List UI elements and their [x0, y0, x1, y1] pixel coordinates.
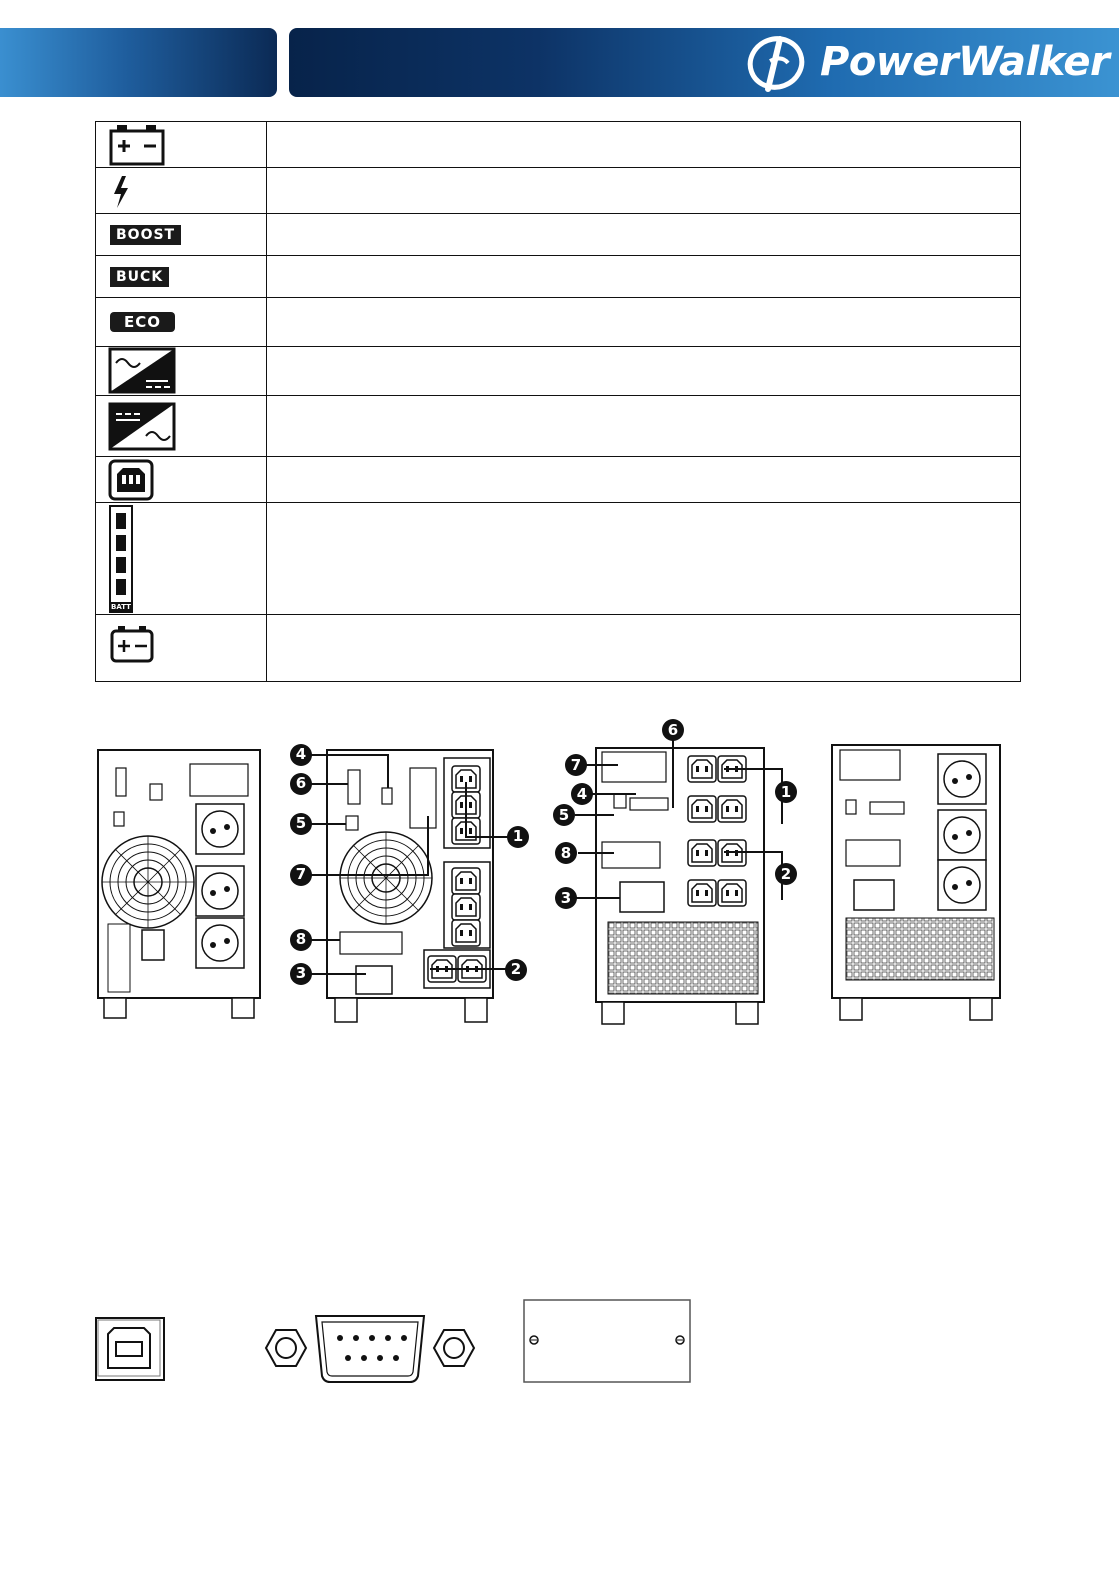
db9-serial-port-icon	[262, 1310, 478, 1386]
usb-port-icon	[94, 1316, 168, 1384]
table-row	[96, 396, 1021, 457]
callout-7: 7	[295, 865, 307, 883]
symbol-description	[267, 347, 1021, 396]
symbol-cell	[96, 457, 267, 503]
callout-2: 2	[510, 960, 522, 978]
slot-cover-icon	[522, 1298, 694, 1386]
callout-1: 1	[512, 827, 524, 845]
rear-panel-3	[553, 719, 797, 1024]
lightning-icon	[108, 172, 138, 212]
symbol-description	[267, 396, 1021, 457]
symbol-description	[267, 298, 1021, 347]
symbol-description	[267, 503, 1021, 615]
callout-5: 5	[295, 814, 307, 832]
table-row	[96, 168, 1021, 214]
callout-3: 3	[295, 964, 307, 982]
power-socket-icon	[108, 458, 158, 502]
symbol-cell	[96, 122, 267, 168]
symbol-description	[267, 256, 1021, 298]
callout-7b: 7	[570, 756, 582, 774]
powerwalker-logo-icon	[746, 33, 806, 93]
boost-label: BOOST	[110, 225, 181, 245]
symbol-cell	[96, 168, 267, 214]
callout-2b: 2	[780, 865, 792, 883]
battery-icon	[110, 623, 160, 673]
table-row	[96, 347, 1021, 396]
symbol-cell	[96, 503, 267, 615]
symbol-cell	[96, 396, 267, 457]
rear-panel-4	[832, 745, 1000, 1020]
rear-panel-2	[290, 744, 529, 1022]
eco-label: ECO	[110, 312, 175, 332]
rear-panels-illustration	[90, 712, 1010, 1032]
dc-to-ac-icon	[108, 402, 178, 452]
callout-1b: 1	[780, 783, 792, 801]
symbol-description	[267, 168, 1021, 214]
callout-8b: 8	[560, 844, 572, 862]
rear-panel-1	[98, 750, 260, 1018]
symbol-cell	[96, 347, 267, 396]
table-row	[96, 256, 1021, 298]
battery-level-bar-icon	[109, 505, 133, 613]
symbol-cell	[96, 214, 267, 256]
table-row	[96, 214, 1021, 256]
table-row	[96, 122, 1021, 168]
brand-logo	[760, 33, 1110, 93]
brand-name: PowerWalker	[820, 39, 1110, 85]
symbol-description	[267, 615, 1021, 682]
callout-4: 4	[295, 745, 307, 763]
batt-label: BATT	[109, 602, 133, 613]
symbols-table	[95, 121, 1021, 682]
symbol-cell	[96, 298, 267, 347]
callout-4b: 4	[576, 785, 588, 803]
table-row	[96, 457, 1021, 503]
symbol-cell	[96, 256, 267, 298]
table-row	[96, 298, 1021, 347]
header-band-left	[0, 28, 277, 97]
symbol-cell	[96, 615, 267, 682]
table-row	[96, 503, 1021, 615]
ac-to-dc-icon	[108, 347, 178, 395]
callout-3b: 3	[560, 889, 572, 907]
buck-label: BUCK	[110, 267, 169, 287]
symbol-description	[267, 214, 1021, 256]
symbol-description	[267, 457, 1021, 503]
callout-8: 8	[295, 930, 307, 948]
callout-5b: 5	[558, 806, 570, 824]
symbol-description	[267, 122, 1021, 168]
callout-6b: 6	[667, 721, 679, 739]
table-row	[96, 615, 1021, 682]
battery-plus-minus-icon	[108, 123, 168, 167]
callout-6: 6	[295, 774, 307, 792]
